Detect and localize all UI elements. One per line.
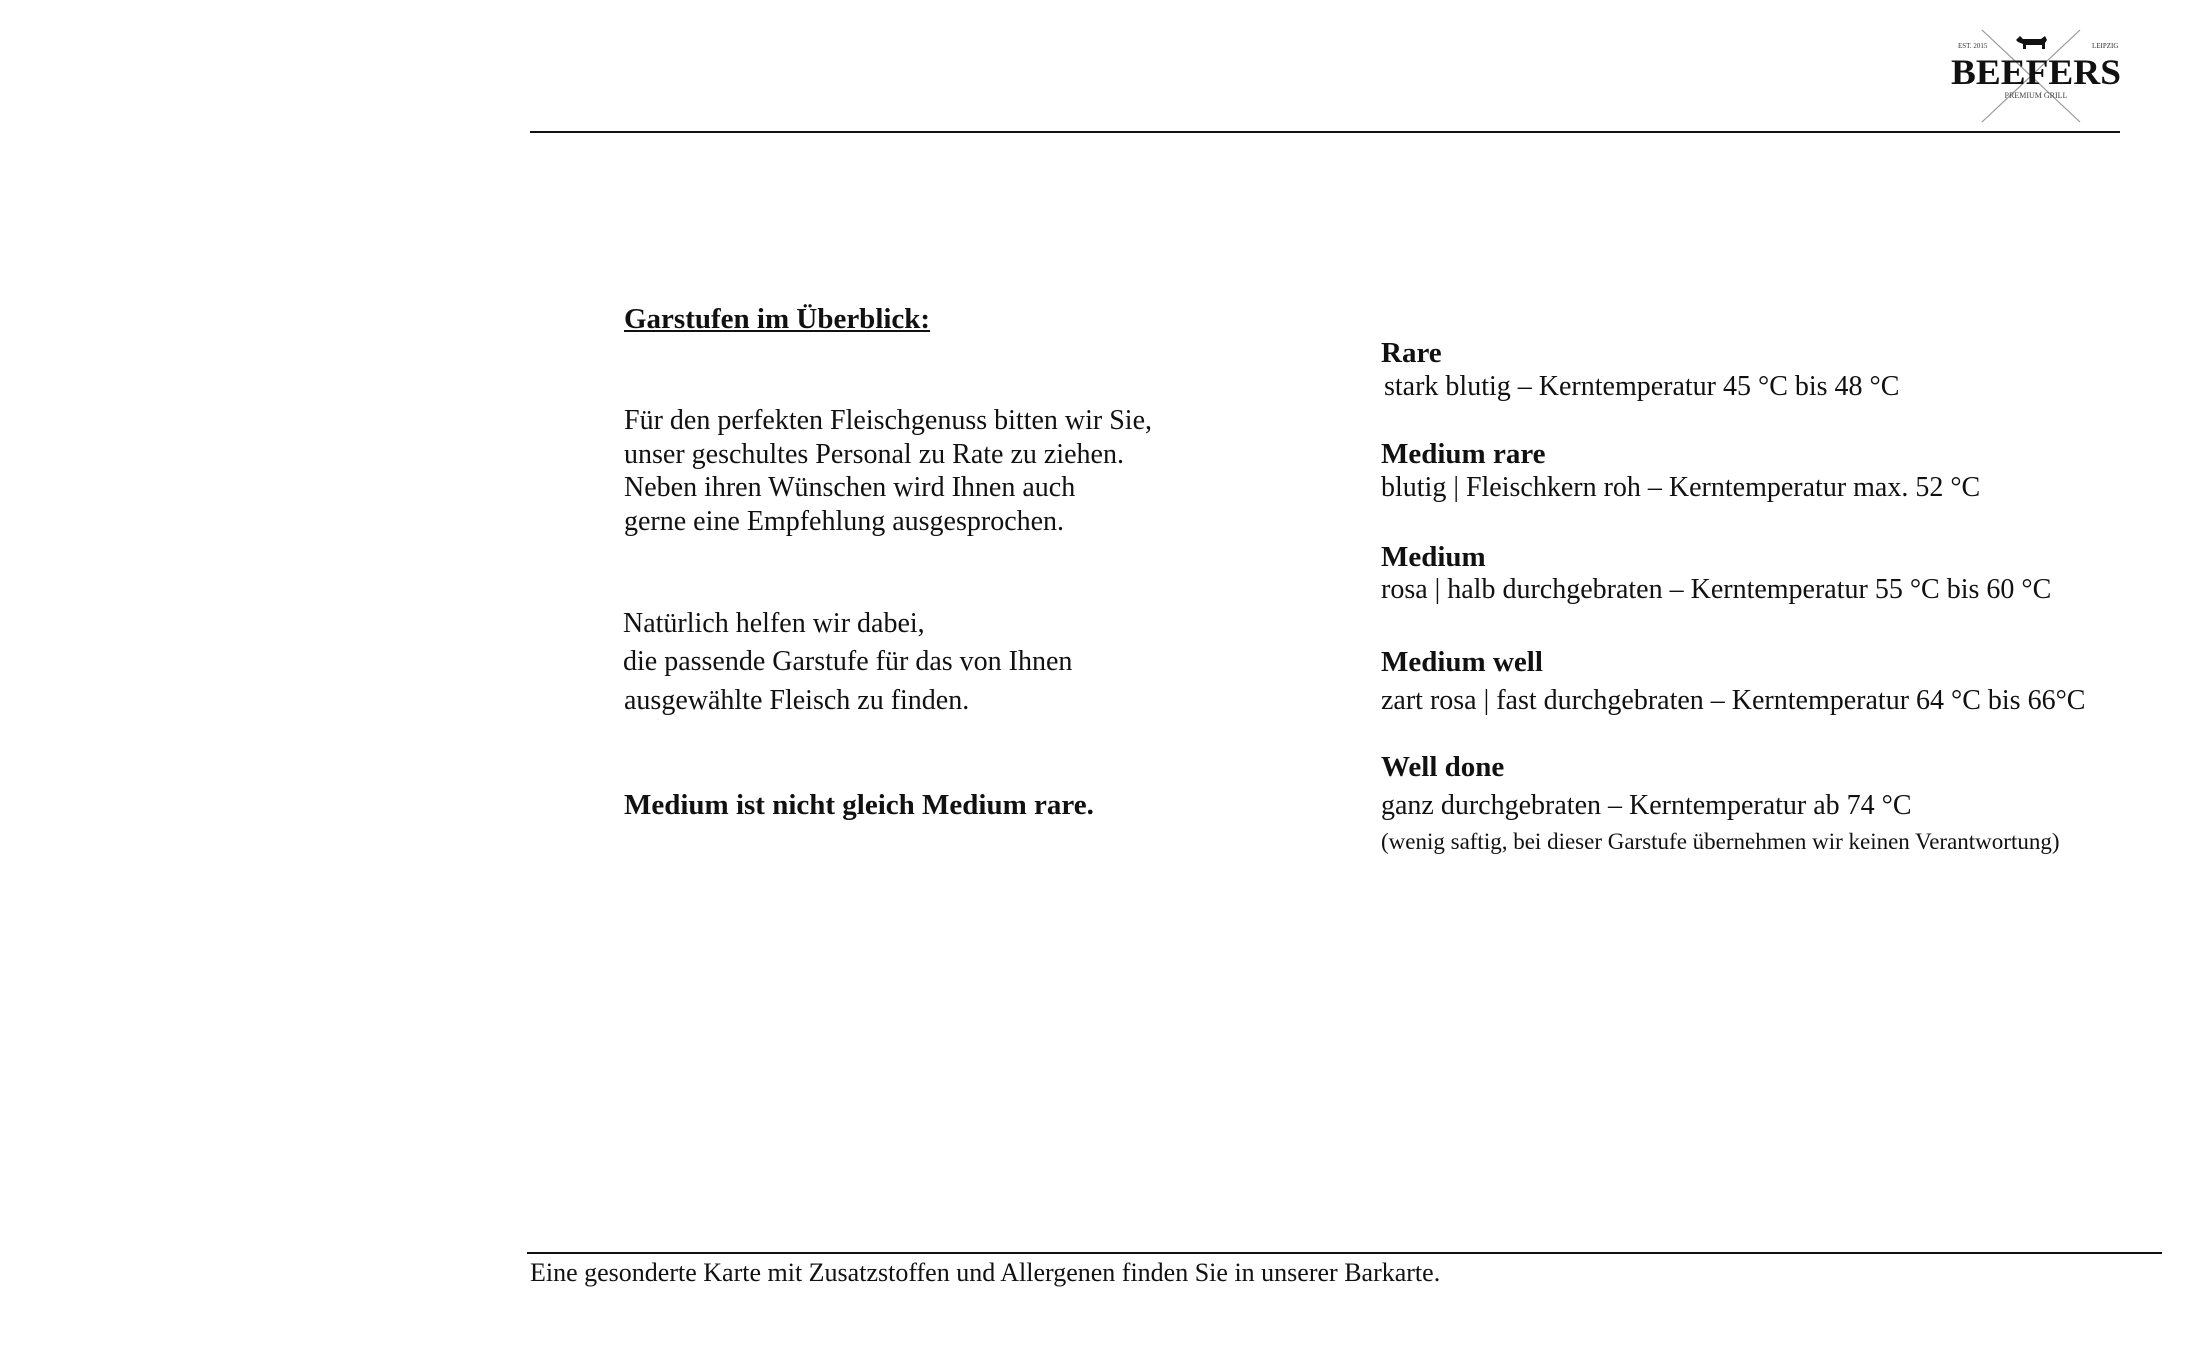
level-name-medium-rare: Medium rare xyxy=(1381,438,1546,470)
intro-line: gerne eine Empfehlung ausgesprochen. xyxy=(624,506,1065,537)
help-line: die passende Garstufe für das von Ihnen xyxy=(623,646,1073,677)
level-desc-medium: rosa | halb durchgebraten – Kerntemperatur 55 °C bis 60 °C xyxy=(1381,574,2052,605)
level-desc-rare: stark blutig – Kerntemperatur 45 °C bis 48 °C xyxy=(1384,371,1900,402)
svg-text:PREMIUM GRILL: PREMIUM GRILL xyxy=(2004,91,2068,100)
well-done-note: (wenig saftig, bei dieser Garstufe übernehmen wir keinen Verantwortung) xyxy=(1381,829,2060,854)
svg-text:LEIPZIG: LEIPZIG xyxy=(2092,42,2119,50)
level-desc-medium-rare: blutig | Fleischkern roh – Kerntemperatur max. 52 °C xyxy=(1381,472,1981,503)
level-desc-well-done: ganz durchgebraten – Kerntemperatur ab 74 °C xyxy=(1381,790,1912,821)
level-name-rare: Rare xyxy=(1381,337,1442,369)
emphasis-note: Medium ist nicht gleich Medium rare. xyxy=(624,789,1094,821)
level-name-medium: Medium xyxy=(1381,541,1486,573)
bull-icon xyxy=(2016,36,2047,49)
beefers-logo xyxy=(1948,26,2124,126)
svg-text:EST. 2015: EST. 2015 xyxy=(1958,42,1988,50)
help-line: Natürlich helfen wir dabei, xyxy=(623,608,925,639)
header-divider xyxy=(530,131,2120,133)
intro-line: Neben ihren Wünschen wird Ihnen auch xyxy=(624,472,1076,503)
footer-divider xyxy=(527,1252,2162,1254)
intro-line: unser geschultes Personal zu Rate zu ziehen. xyxy=(624,439,1124,470)
level-name-well-done: Well done xyxy=(1381,751,1505,783)
level-name-medium-well: Medium well xyxy=(1381,646,1543,678)
logo-graphic xyxy=(1948,26,2124,126)
svg-text:BEEFERS: BEEFERS xyxy=(1951,52,2121,92)
help-line: ausgewählte Fleisch zu finden. xyxy=(624,685,970,716)
intro-line: Für den perfekten Fleischgenuss bitten wir Sie, xyxy=(624,405,1153,436)
level-desc-medium-well: zart rosa | fast durchgebraten – Kerntemperatur 64 °C bis 66°C xyxy=(1381,685,2086,716)
footer-note: Eine gesonderte Karte mit Zusatzstoffen und Allergenen finden Sie in unserer Barkarte. xyxy=(530,1258,1441,1287)
page-heading: Garstufen im Überblick: xyxy=(624,303,931,335)
